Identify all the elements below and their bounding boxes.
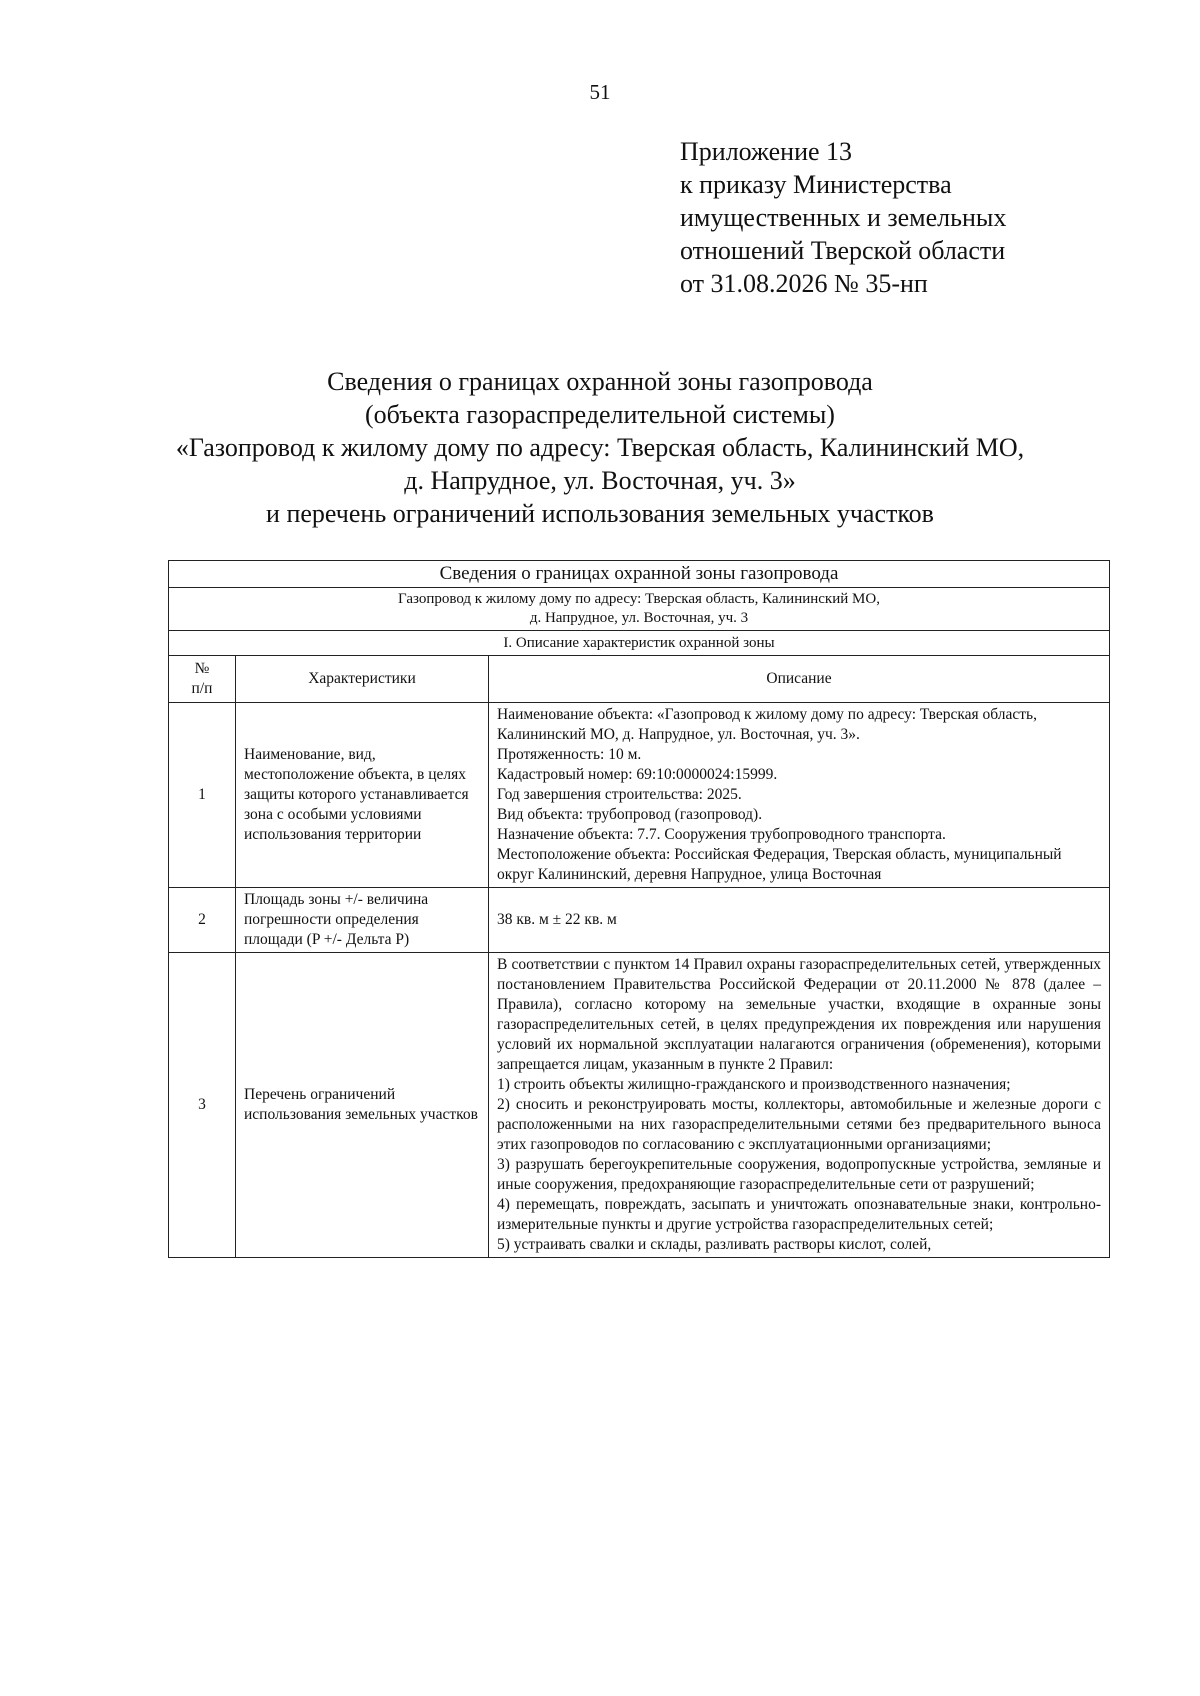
title-line-2: (объекта газораспределительной системы)	[365, 400, 835, 429]
construction-year: Год завершения строительства: 2025.	[497, 786, 742, 803]
title-line-1: Сведения о границах охранной зоны газопровода	[327, 367, 873, 396]
appendix-reference	[680, 135, 1006, 300]
table-header-object-line-2: д. Напрудное, ул. Восточная, уч. 3	[529, 610, 749, 626]
column-header-number	[169, 656, 236, 703]
restrictions-list	[489, 953, 1110, 1258]
table-row	[169, 953, 1110, 1258]
object-name: Наименование объекта: «Газопровод к жилому дому по адресу: Тверская область, Калининский МО, д. Напрудное, ул. Восточная, уч. 3».	[497, 706, 1037, 743]
column-header-number-line-2: п/п	[191, 680, 213, 697]
table-header-object	[169, 588, 1110, 631]
column-header-characteristics: Характеристики	[236, 656, 489, 703]
restriction-item-3: 3) разрушать берегоукрепительные сооружения, водопропускные устройства, земляные и иные сооружения, предохраняющие газораспределительные сети от разрушений;	[497, 1156, 1101, 1193]
table-header-title: Сведения о границах охранной зоны газопровода	[169, 561, 1110, 588]
table-row	[169, 888, 1110, 953]
appendix-line-2: к приказу Министерства	[680, 170, 952, 199]
row-number: 2	[169, 888, 236, 953]
row-characteristic: Площадь зоны +/- величина погрешности определения площади (P +/- Дельта P)	[236, 888, 489, 953]
restrictions-intro: В соответствии с пунктом 14 Правил охраны газораспределительных сетей, утвержденных постановлением Правительства Российской Федерации от 20.11.2000 № 878 (далее – Правила), согласно которому на земельные участки, входящие в охранные зоны газораспределительных сетей, в целях предупреждения их повреждения или нарушения условий их нормальной эксплуатации налагаются ограничения (обременения), которыми запрещается лицам, указанным в пункте 2 Правил:	[497, 956, 1101, 1073]
title-line-3: «Газопровод к жилому дому по адресу: Тверская область, Калининский МО,	[175, 433, 1025, 462]
appendix-line-4: отношений Тверской области	[680, 236, 1006, 265]
appendix-line-1: Приложение 13	[680, 137, 853, 166]
object-purpose: Назначение объекта: 7.7. Сооружения трубопроводного транспорта.	[497, 826, 946, 843]
row-number: 1	[169, 703, 236, 888]
page-number: 51	[589, 80, 611, 104]
appendix-line-5: от 31.08.2026 № 35-нп	[680, 269, 928, 298]
title-line-4: д. Напрудное, ул. Восточная, уч. 3»	[404, 466, 796, 495]
restriction-item-1: 1) строить объекты жилищно-гражданского и производственного назначения;	[497, 1076, 1011, 1093]
object-length: Протяженность: 10 м.	[497, 746, 642, 763]
column-header-number-line-1: №	[194, 660, 210, 677]
object-location: Местоположение объекта: Российская Федерация, Тверская область, муниципальный округ Калининский, деревня Напрудное, улица Восточная	[497, 846, 1062, 883]
appendix-line-3: имущественных и земельных	[680, 203, 1007, 232]
row-description	[489, 703, 1110, 888]
row-number: 3	[169, 953, 236, 1258]
column-header-description: Описание	[489, 656, 1110, 703]
zone-table	[168, 560, 1110, 1258]
restriction-item-5: 5) устраивать свалки и склады, разливать растворы кислот, солей,	[497, 1236, 932, 1253]
document-title	[0, 365, 1200, 530]
table-section-title: I. Описание характеристик охранной зоны	[169, 631, 1110, 656]
row-characteristic: Перечень ограничений использования земельных участков	[236, 953, 489, 1258]
restriction-item-4: 4) перемещать, повреждать, засыпать и уничтожать опознавательные знаки, контрольно-измерительные пункты и другие устройства газораспределительных сетей;	[497, 1196, 1101, 1233]
title-line-5: и перечень ограничений использования земельных участков	[266, 499, 934, 528]
zone-area: 38 кв. м ± 22 кв. м	[489, 888, 1110, 953]
cadastral-number: Кадастровый номер: 69:10:0000024:15999.	[497, 766, 778, 783]
restriction-item-2: 2) сносить и реконструировать мосты, коллекторы, автомобильные и железные дороги с расположенными на них газораспределительными сетями без предварительного выноса этих газопроводов по согласованию с эксплуатационными организациями;	[497, 1096, 1101, 1153]
object-kind: Вид объекта: трубопровод (газопровод).	[497, 806, 763, 823]
row-characteristic: Наименование, вид, местоположение объекта, в целях защиты которого устанавливается зона с особыми условиями использования территории	[236, 703, 489, 888]
table-row	[169, 703, 1110, 888]
table-header-object-line-1: Газопровод к жилому дому по адресу: Тверская область, Калининский МО,	[398, 591, 880, 607]
